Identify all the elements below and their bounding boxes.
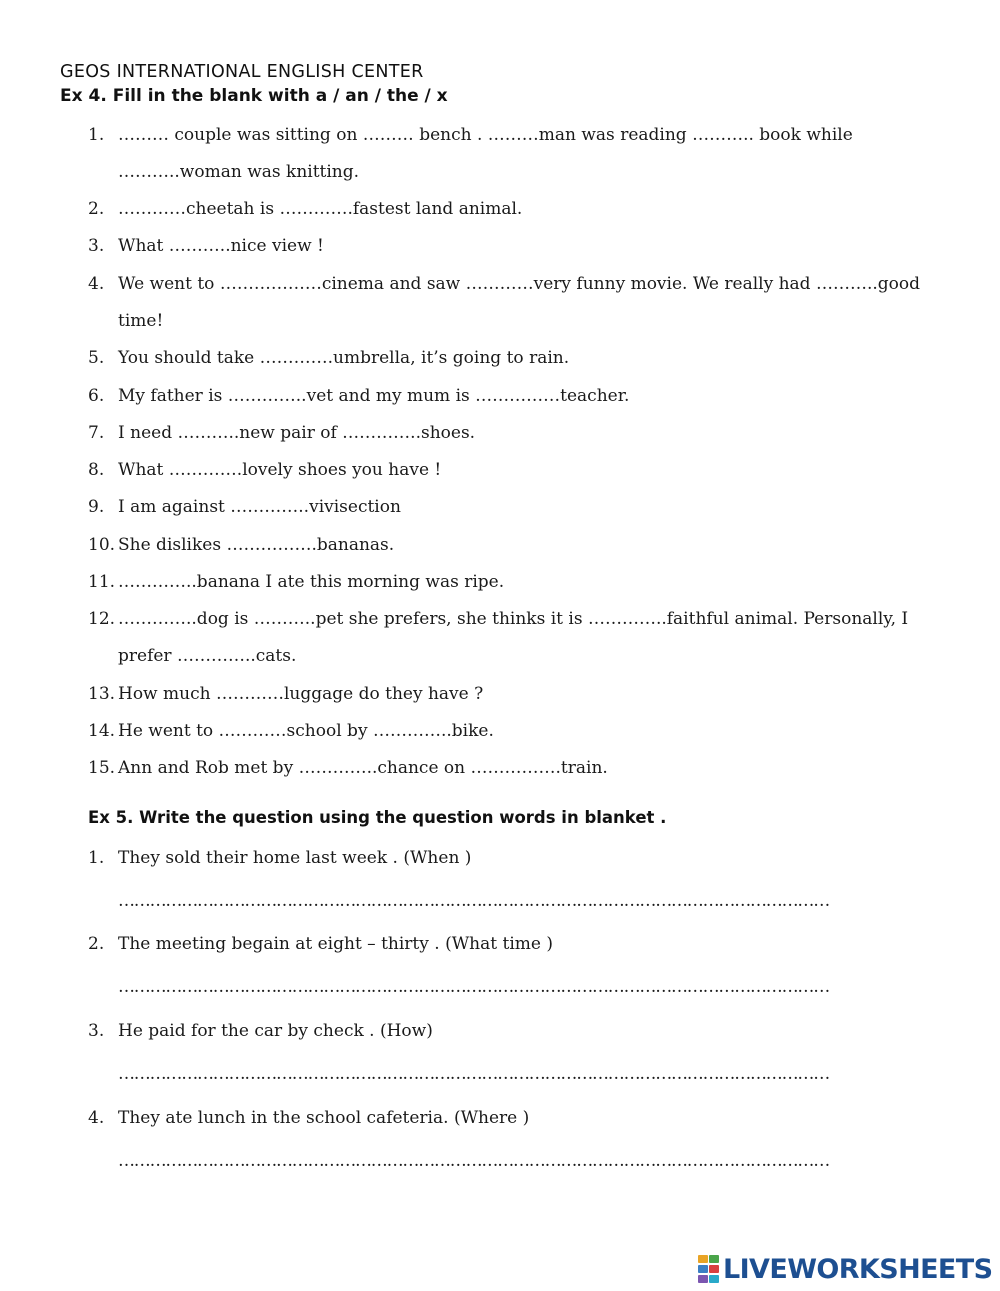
question-text: He paid for the car by check . (How) bbox=[118, 1021, 433, 1041]
item-text: You should take ………….umbrella, it’s going to rain. bbox=[118, 348, 570, 368]
item-number: 2. bbox=[88, 199, 105, 219]
item-text: She dislikes …………….bananas. bbox=[118, 535, 395, 555]
ex4-item bbox=[88, 415, 958, 452]
item-number: 2. bbox=[88, 934, 105, 954]
item-text: We went to ………………cinema and saw …………very funny movie. We really had ………..good bbox=[118, 274, 921, 294]
ex4-item bbox=[88, 676, 958, 713]
liveworksheets-logo[interactable] bbox=[698, 1252, 992, 1286]
ex4-item bbox=[88, 601, 958, 675]
item-number: 9. bbox=[88, 497, 105, 517]
ex5-item bbox=[88, 1013, 958, 1050]
ex5-item bbox=[88, 840, 958, 877]
item-number: 12. bbox=[88, 609, 116, 629]
item-text: How much …………luggage do they have ? bbox=[118, 684, 484, 704]
item-text-continued: ………..woman was knitting. bbox=[118, 162, 360, 182]
answer-blank-line[interactable]: ……………………………………………………………………………………………………………………… bbox=[118, 1064, 830, 1084]
ex4-title: Ex 4. Fill in the blank with a / an / the / x bbox=[60, 86, 448, 106]
item-number: 3. bbox=[88, 1021, 105, 1041]
ex4-item bbox=[88, 527, 958, 564]
ex4-item bbox=[88, 266, 958, 340]
item-number: 4. bbox=[88, 1108, 105, 1128]
question-text: The meeting begain at eight – thirty . (What time ) bbox=[118, 934, 553, 954]
answer-blank-line[interactable]: ……………………………………………………………………………………………………………………… bbox=[118, 977, 830, 997]
ex4-item bbox=[88, 564, 958, 601]
question-text: They sold their home last week . (When ) bbox=[118, 848, 472, 868]
ex4-item bbox=[88, 340, 958, 377]
ex5-title: Ex 5. Write the question using the question words in blanket . bbox=[88, 808, 667, 827]
item-text-continued: time! bbox=[118, 311, 164, 331]
item-number: 4. bbox=[88, 274, 105, 294]
item-number: 1. bbox=[88, 848, 105, 868]
item-number: 5. bbox=[88, 348, 105, 368]
item-text: What ………..nice view ! bbox=[118, 236, 324, 256]
ex4-item bbox=[88, 191, 958, 228]
ex4-item bbox=[88, 750, 958, 787]
item-text: What ………….lovely shoes you have ! bbox=[118, 460, 442, 480]
item-number: 11. bbox=[88, 572, 116, 592]
item-number: 1. bbox=[88, 125, 105, 145]
item-text: Ann and Rob met by …………..chance on …………….train. bbox=[118, 758, 608, 778]
item-number: 8. bbox=[88, 460, 105, 480]
item-number: 7. bbox=[88, 423, 105, 443]
ex4-item bbox=[88, 117, 958, 191]
ex4-item bbox=[88, 228, 958, 265]
item-text-continued: prefer …………..cats. bbox=[118, 646, 297, 666]
ex4-item bbox=[88, 378, 958, 415]
item-text: He went to …………school by …………..bike. bbox=[118, 721, 494, 741]
item-text: …………cheetah is ………….fastest land animal. bbox=[118, 199, 523, 219]
ex4-item bbox=[88, 489, 958, 526]
item-number: 6. bbox=[88, 386, 105, 406]
item-number: 3. bbox=[88, 236, 105, 256]
item-text: I am against …………..vivisection bbox=[118, 497, 401, 517]
item-text: …………..dog is ………..pet she prefers, she thinks it is …………..faithful animal. Personally, I bbox=[118, 609, 909, 629]
item-number: 15. bbox=[88, 758, 116, 778]
answer-blank-line[interactable]: ……………………………………………………………………………………………………………………… bbox=[118, 1151, 830, 1171]
item-number: 14. bbox=[88, 721, 116, 741]
item-text: ……… couple was sitting on ……… bench . ………man was reading ……….. book while bbox=[118, 125, 853, 145]
ex4-item bbox=[88, 452, 958, 489]
item-text: …………..banana I ate this morning was ripe. bbox=[118, 572, 505, 592]
logo-text: LIVEWORKSHEETS bbox=[723, 1253, 993, 1285]
item-number: 13. bbox=[88, 684, 116, 704]
ex5-item bbox=[88, 926, 958, 963]
question-text: They ate lunch in the school cafeteria. (Where ) bbox=[118, 1108, 530, 1128]
item-text: My father is …………..vet and my mum is ……………teacher. bbox=[118, 386, 630, 406]
ex4-item bbox=[88, 713, 958, 750]
center-name-header: GEOS INTERNATIONAL ENGLISH CENTER bbox=[60, 62, 424, 82]
ex5-item bbox=[88, 1100, 958, 1137]
answer-blank-line[interactable]: ……………………………………………………………………………………………………………………… bbox=[118, 891, 830, 911]
item-number: 10. bbox=[88, 535, 116, 555]
liveworksheets-logo-icon bbox=[698, 1255, 720, 1283]
item-text: I need ………..new pair of …………..shoes. bbox=[118, 423, 476, 443]
